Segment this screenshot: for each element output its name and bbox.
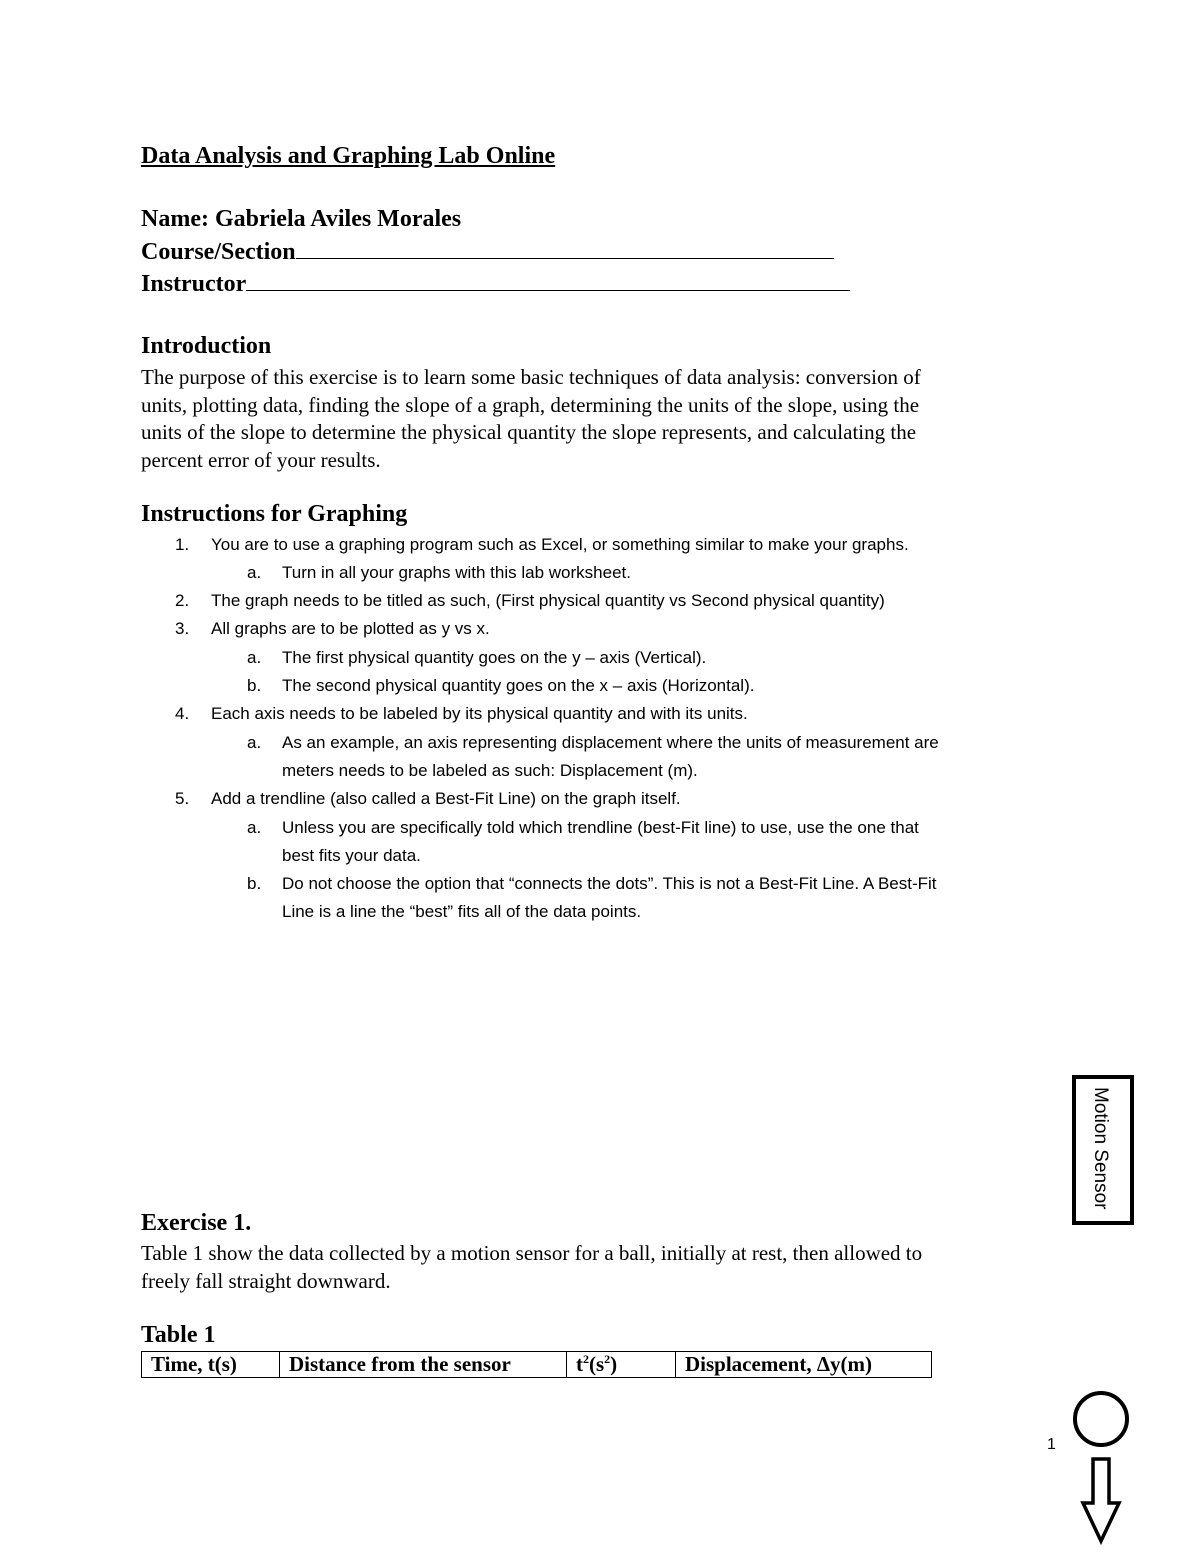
t-squared-exponent: 2 — [583, 1352, 589, 1366]
list-number: 4. — [175, 704, 190, 723]
list-letter: a. — [247, 733, 262, 752]
list-item-text: All graphs are to be plotted as y vs x. — [211, 619, 490, 638]
instructor-field — [141, 270, 850, 298]
document-title: Data Analysis and Graphing Lab Online — [141, 143, 556, 169]
name-label: Name: Gabriela Aviles Morales — [141, 206, 462, 232]
list-item-text: Line is a line the “best” fits all of the data points. — [282, 902, 642, 921]
exercise-paragraph — [141, 1240, 1031, 1295]
instruction-item-5 — [0, 785, 1200, 813]
header-distance: Distance from the sensor — [280, 1352, 567, 1378]
page-number: 1 — [1047, 1436, 1056, 1453]
instruction-item-5a-continued — [0, 842, 1200, 870]
instructor-blank-line — [246, 270, 850, 291]
instruction-item-5b-continued — [0, 898, 1200, 926]
course-section-label: Course/Section — [141, 239, 296, 265]
instruction-item-1a — [0, 559, 1200, 587]
introduction-line: percent error of your results. — [141, 447, 381, 472]
table-header-row — [142, 1352, 932, 1378]
list-item-text: As an example, an axis representing displacement where the units of measurement are — [282, 733, 939, 752]
list-letter: b. — [247, 676, 262, 695]
exercise-line: freely fall straight downward. — [141, 1268, 391, 1293]
introduction-line: units, plotting data, finding the slope of a graph, determining the units of the slope, using the — [141, 392, 920, 417]
list-number: 1. — [175, 535, 190, 554]
instructions-heading: Instructions for Graphing — [141, 501, 408, 527]
list-item-text: Do not choose the option that “connects the dots”. This is not a Best-Fit Line. A Best-Fit — [282, 874, 937, 893]
course-section-blank-line — [296, 238, 834, 259]
exercise-line: Table 1 show the data collected by a motion sensor for a ball, initially at rest, then allowed to — [141, 1241, 923, 1265]
list-item-text: You are to use a graphing program such as Excel, or something similar to make your graphs. — [211, 535, 909, 554]
course-section-field — [141, 238, 834, 266]
header-time: Time, t(s) — [142, 1352, 280, 1378]
list-number: 3. — [175, 619, 190, 638]
list-letter: a. — [247, 648, 262, 667]
list-number: 5. — [175, 789, 190, 808]
t-squared-unit-exponent: 2 — [604, 1352, 611, 1366]
instruction-item-1 — [0, 531, 1200, 559]
data-table — [141, 1351, 932, 1378]
instruction-item-5a — [0, 814, 1200, 842]
name-field — [141, 206, 461, 233]
introduction-line: units of the slope to determine the physical quantity the slope represents, and calculating the — [141, 420, 917, 444]
header-displacement: Displacement, Δy(m) — [676, 1352, 932, 1378]
instruction-item-4 — [0, 700, 1200, 728]
instruction-item-4a-continued — [0, 757, 1200, 785]
ball-icon — [1075, 1393, 1127, 1445]
list-item-text: Turn in all your graphs with this lab worksheet. — [282, 563, 631, 582]
instruction-item-3 — [0, 615, 1200, 643]
list-item-text: Add a trendline (also called a Best-Fit Line) on the graph itself. — [211, 789, 681, 808]
list-item-text: Each axis needs to be labeled by its physical quantity and with its units. — [211, 704, 748, 723]
list-letter: a. — [247, 818, 262, 837]
instructor-label: Instructor — [141, 271, 247, 297]
list-item-text: The second physical quantity goes on the x – axis (Horizontal). — [282, 676, 755, 695]
list-letter: a. — [247, 563, 262, 582]
exercise-heading: Exercise 1. — [141, 1210, 252, 1236]
instruction-item-3b — [0, 672, 1200, 700]
list-number: 2. — [175, 591, 190, 610]
list-item-text: The first physical quantity goes on the y – axis (Vertical). — [282, 648, 707, 667]
t-squared-unit-close: ) — [610, 1352, 618, 1376]
motion-sensor-box — [1072, 1075, 1134, 1225]
instruction-item-3a — [0, 644, 1200, 672]
instruction-item-5b — [0, 870, 1200, 898]
t-squared-base: t — [576, 1352, 583, 1376]
down-arrow-icon — [1083, 1459, 1119, 1541]
introduction-line: The purpose of this exercise is to learn some basic techniques of data analysis: conversion of — [141, 365, 921, 389]
header-t-squared — [567, 1352, 676, 1378]
introduction-heading: Introduction — [141, 333, 272, 359]
instruction-item-4a — [0, 729, 1200, 757]
instruction-item-2 — [0, 587, 1200, 615]
list-item-text: best fits your data. — [282, 846, 421, 865]
introduction-paragraph — [141, 364, 1031, 474]
list-letter: b. — [247, 874, 262, 893]
list-item-text: Unless you are specifically told which trendline (best-Fit line) to use, use the one that — [282, 818, 919, 837]
t-squared-unit-open: (s — [589, 1352, 605, 1376]
falling-ball-diagram — [1068, 1385, 1138, 1565]
table-caption: Table 1 — [141, 1322, 216, 1348]
motion-sensor-label: Motion Sensor — [1090, 1087, 1111, 1210]
list-item-text: The graph needs to be titled as such, (First physical quantity vs Second physical quantity) — [211, 591, 885, 610]
list-item-text: meters needs to be labeled as such: Displacement (m). — [282, 761, 698, 780]
